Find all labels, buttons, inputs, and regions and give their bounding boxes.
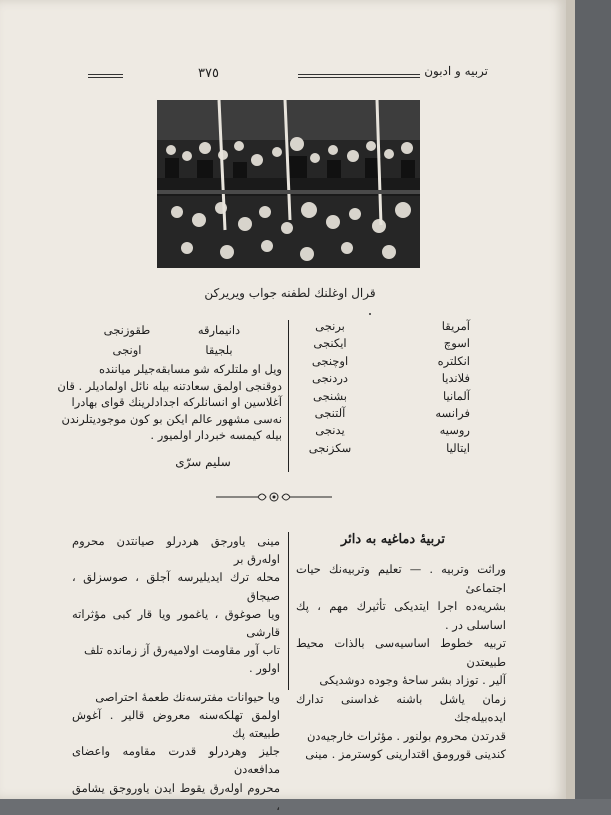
rank-ordinal: دردنجی: [311, 371, 348, 386]
country-name: بلجیقا: [205, 342, 233, 357]
country-name: روسیه: [439, 423, 470, 438]
rank-ordinal: یدنجی: [315, 423, 345, 438]
photo-caption: قرال اوغلنك لطفنه جواب ویریرکن: [204, 286, 376, 300]
paragraph-gap: [72, 678, 280, 688]
text-line: ویا صوغوق ، یاغمور ویا قار کبی مؤثراته قارشی: [72, 606, 280, 640]
table-row: [300, 388, 470, 405]
ornament-divider-icon: [216, 488, 332, 506]
text-line: کندینی قورومق اقتدارینی کوسترمز . مینی: [305, 747, 506, 761]
table-row: [300, 422, 470, 439]
author-signature: سلیم سرّی: [175, 454, 231, 469]
text-line: آغلاسین او انسانلرکه اجدادلرینك قوای بهادرا: [71, 395, 282, 409]
country-name: آلمانیا: [442, 388, 470, 403]
text-line: محروم اوله‌رق یقوط ایدن یاوروجق یشامق ،: [72, 780, 280, 813]
rank-grid: [64, 342, 282, 359]
text-line: وراثت وتربیه . — تعلیم وتربیه‌نك حیات اجتماعیٔ: [296, 562, 506, 595]
page-number: ٣٧٥: [198, 66, 219, 81]
country-name: اسوچ: [443, 336, 470, 351]
book-spine: [575, 0, 611, 799]
article-column-left: [72, 532, 280, 815]
commentary-column: [57, 322, 282, 470]
country-name: دانیمارقه: [197, 323, 241, 337]
table-row: [300, 318, 470, 335]
text-line: بشریه‌ده اجرا ایتدیکی تأثیرك مهم ، پك اساسلی در .: [296, 599, 506, 632]
article-column-right: [296, 560, 506, 764]
text-line: اولور .: [248, 661, 280, 676]
rank-ordinal: آلتنجی: [314, 405, 346, 420]
text-line: بیله کیمسه خبردار اولمیور .: [150, 428, 282, 442]
text-line: مینی یاورجق هردرلو صیانتدن محروم اولەرق بر: [72, 534, 280, 567]
text-line: دوقنجی اولمق سعادتنه بیله نائل اولمادیلر . قان: [57, 378, 282, 393]
print-speck: [369, 313, 371, 315]
table-row: [300, 353, 470, 370]
text-line: ویل او ملتلرکه شو مسابقه‌جیلر میاننده: [98, 362, 282, 376]
page-edge: [566, 0, 575, 799]
text-line: زمان یاشل باشنه غداسنی تدارك ایده‌بیله‌جك: [296, 691, 506, 724]
text-line: آلیر . توزاد بشر ساحهٔ وجوده دوشدیکی: [319, 673, 506, 687]
text-line: محله ترك ایدیلیرسه آجلق ، صوسزلق ، صیجاق: [72, 570, 280, 603]
rank-ordinal: طقوزنجی: [103, 323, 151, 337]
rank-grid: [64, 322, 282, 339]
rank-ordinal: اونجی: [112, 342, 142, 357]
text-line: جلیز وهردرلو قدرت مقاومه واعضای مدافعه‌دن: [72, 744, 280, 777]
country-name: فرانسه: [435, 405, 470, 420]
header-rule: [88, 74, 123, 75]
running-title: تربیه و ادبون: [420, 64, 488, 78]
column-divider: [288, 532, 289, 690]
table-row: [300, 405, 470, 422]
rank-ordinal: برنجی: [315, 319, 345, 333]
header-rule: [88, 77, 123, 78]
rank-ordinal: بشنجی: [313, 388, 347, 403]
text-line: تاب آور مقاومت اولامیه‌رق آز زمانده تلف: [84, 643, 280, 658]
country-name: آمریقا: [441, 319, 470, 333]
text-line: اولمق تهلکه‌سنه معروض قالیر . آغوش طبیعته پك: [72, 707, 280, 741]
running-header: [88, 62, 488, 82]
text-line: ویا حیوانات مفترسه‌نك طعمهٔ احتراصی: [95, 689, 280, 704]
text-line: قدرتدن محروم بولنور . مؤثرات خارجیه‌دن: [306, 728, 506, 743]
rank-ordinal: اوچنجی: [311, 353, 349, 368]
ranking-table: [300, 318, 470, 457]
table-row: [300, 335, 470, 352]
country-name: ایتالیا: [446, 440, 470, 455]
country-name: فلاندیا: [441, 371, 470, 386]
section-title: تربیۀ دماغیه به دائر: [340, 532, 446, 547]
rank-ordinal: سکزنجی: [308, 440, 352, 455]
table-row: [300, 370, 470, 387]
country-name: انکلتره: [437, 353, 470, 368]
photograph-grandstand-crowd: [157, 100, 420, 268]
text-line: نه‌سی مشهور عالم ایکن بو کون موجودیتلرندن: [61, 411, 282, 426]
text-line: تربیه خطوط اساسیه‌سی بالذات محیط طبیعتدن: [296, 636, 506, 669]
table-row: [300, 440, 470, 457]
column-divider: [288, 320, 289, 472]
rank-ordinal: ایکنجی: [313, 336, 347, 351]
